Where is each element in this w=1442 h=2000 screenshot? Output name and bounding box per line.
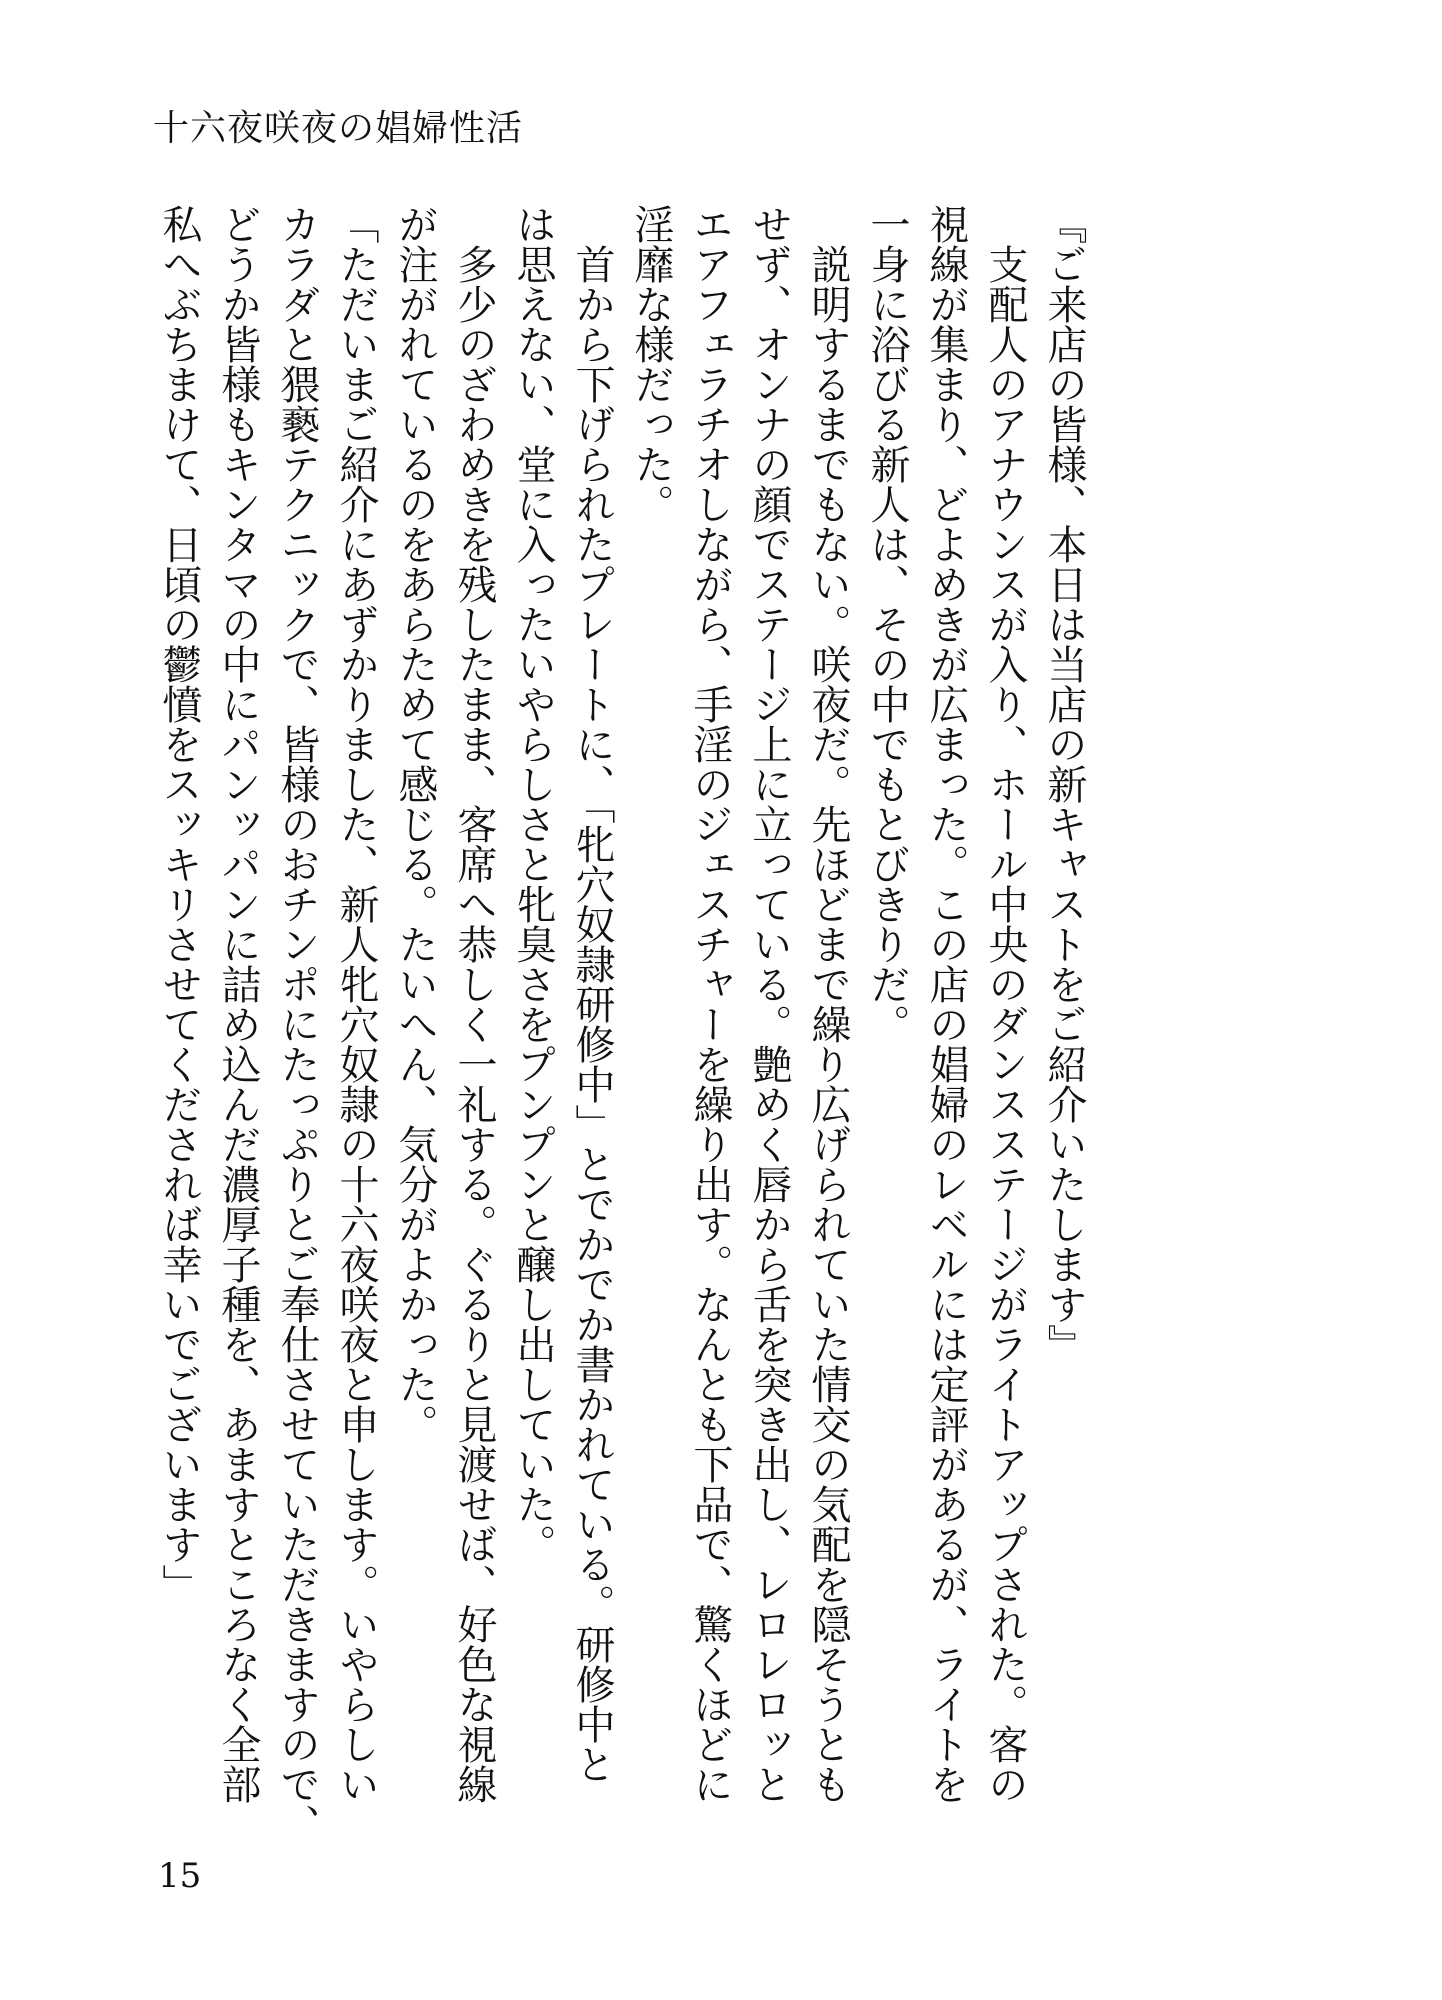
text-column: どうか皆様もキンタマの中にパンッパンに詰め込んだ濃厚子種を、あますところなく全部 <box>215 204 261 1804</box>
vertical-body-text <box>149 204 1093 1844</box>
text-column: 支配人のアナウンスが入り、ホール中央のダンスステージがライトアップされた。客の <box>982 204 1028 1804</box>
text-column: エアフェラチオしながら、手淫のジェスチャーを繰り出す。なんとも下品で、驚くほどに <box>687 204 733 1804</box>
text-column: 私へぶちまけて、日頃の鬱憤をスッキリさせてくだされば幸いでございます」 <box>156 204 202 1604</box>
text-column: 視線が集まり、どよめきが広まった。この店の娼婦のレベルには定評があるが、ライトを <box>923 204 969 1804</box>
text-column: 『ご来店の皆様、本日は当店の新キャストをご紹介いたします』 <box>1041 204 1087 1364</box>
text-column: が注がれているのをあらためて感じる。たいへん、気分がよかった。 <box>392 204 438 1444</box>
text-column: 説明するまでもない。咲夜だ。先ほどまで繰り広げられていた情交の気配を隠そうとも <box>805 204 851 1804</box>
text-column: 多少のざわめきを残したまま、客席へ恭しく一礼する。ぐるりと見渡せば、好色な視線 <box>451 204 497 1804</box>
text-column: 一身に浴びる新人は、その中でもとびきりだ。 <box>864 204 910 1044</box>
text-column: は思えない、堂に入ったいやらしさと牝臭さをプンプンと醸し出していた。 <box>510 204 556 1564</box>
running-title: 十六夜咲夜の娼婦性活 <box>153 108 524 149</box>
text-column: 「ただいまご紹介にあずかりました、新人牝穴奴隷の十六夜咲夜と申します。いやらしい <box>333 204 379 1804</box>
text-column: 淫靡な様だった。 <box>628 204 674 524</box>
page-number: 15 <box>158 1856 202 1896</box>
text-column: せず、オンナの顔でステージ上に立っている。艶めく唇から舌を突き出し、レロレロッと <box>746 204 792 1804</box>
text-column: 首から下げられたプレートに、「牝穴奴隷研修中」とでかでか書かれている。研修中と <box>569 204 615 1784</box>
text-column: カラダと猥褻テクニックで、皆様のおチンポにたっぷりとご奉仕させていただきますので、 <box>274 204 320 1844</box>
